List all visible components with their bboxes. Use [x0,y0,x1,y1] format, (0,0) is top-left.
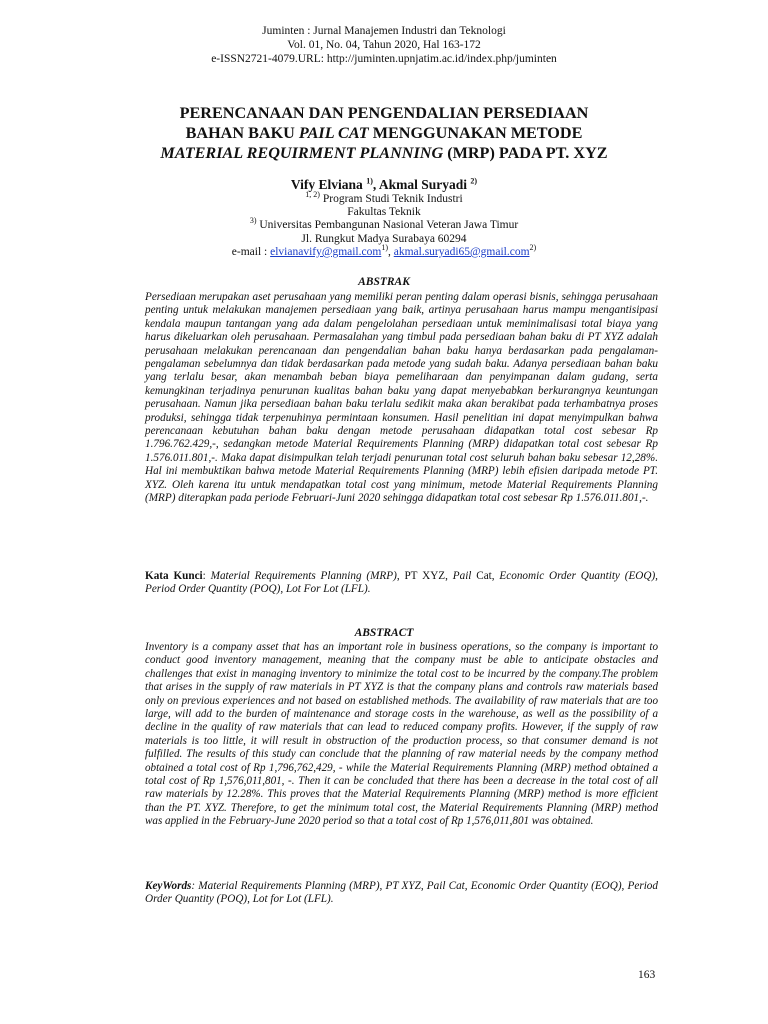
title-text: MENGGUNAKAN METODE [368,124,583,142]
title-line-3 [60,143,708,163]
email-sup: 2) [529,242,537,252]
page-number: 163 [638,969,656,981]
email-link-1[interactable]: elvianavify@gmail.com [270,245,382,258]
abstrak-heading: ABSTRAK [358,276,410,288]
author-emails [0,242,768,259]
kata-kunci-colon: : [202,570,211,582]
journal-volume: Vol. 01, No. 04, Tahun 2020, Hal 163-172 [287,39,481,51]
affiliation-program [0,190,768,206]
affiliation-sup: 3) [249,216,257,226]
email-sup: 1) [381,242,388,252]
title-italic: MATERIAL REQUIRMENT PLANNING [160,144,444,162]
author-name: Akmal Suryadi [378,177,468,192]
email-link-2[interactable]: akmal.suryadi65@gmail.com [393,245,530,258]
author-name: Vify Elviana [290,177,363,192]
keywords [145,880,658,907]
paper-title [60,103,708,163]
kata-kunci-text: Cat, [471,570,500,582]
abstrak-body: Persediaan merupakan aset perusahaan yang memiliki peran penting dalam operasi bisnis, sehingga perusahaan penting untuk melakukan manajemen persediaan yang baik, artinya perusahaan harus mampu mengantisipasi kendala maupun tantangan yang ada dalam pengelolahan persediaan untuk meminimalisasi total biaya yang harus dikeluarkan oleh perusahaan. Permasalahan yang timbul pada persediaan bahan baku di PT XYZ adalah perusahaan melakukan perencanaan dan pengendalian bahan baku hanya berdasarkan pada pengalaman-pengalaman sebelumnya dan tidak berdasarkan pada metode yang sudah baku. Adanya persediaan bahan baku yang terlalu besar, akan menambah beban biaya pemeliharaan dan penyimpanan dalam gudang, serta kemungkinan terjadinya penurunan kualitas bahan baku yang dapat menyebabkan berkurangnya keuntungan perusahaan. Namun jika persediaan bahan baku terlalu sedikit maka akan berakibat pada terhambatnya proses produksi, sehingga tidak terpenuhinya permintaan konsumen. Hasil penelitian ini dapat menyimpulkan bahwa perencanaan kebutuhan bahan baku dengan metode perusahaan didapatkan total cost sebesar Rp 1.796.762.429,-, sedangkan metode Material Requirements Planning (MRP) didapatkan total cost sebesar Rp 1.576.011.801,-. Maka dapat disimpulkan telah terjadi penurunan total cost seluruh bahan baku sebesar 12,28%. Hal ini membuktikan bahwa metode Material Requirements Planning (MRP) lebih efisien daripada metode PT. XYZ. Oleh karena itu untuk mendapatkan total cost yang minimum, metode Material Requirements Planning (MRP) diterapkan pada periode Februari-Juni 2020 sehingga didapatkan total cost sebesar Rp 1.576.011.801,-. [145,291,658,505]
affiliation-sup: 1, 2) [305,190,320,200]
author-sep: , [372,177,379,192]
kata-kunci-label: Kata Kunci [145,570,203,582]
author-block [0,176,768,259]
title-text: BAHAN BAKU [185,124,299,142]
title-line-2 [60,123,708,143]
title-text: (MRP) PADA PT. XYZ [443,144,608,162]
affiliation-text: Universitas Pembangunan Nasional Veteran Jawa Timur [256,219,519,232]
kata-kunci-text: Pail [452,570,472,582]
abstract-heading: ABSTRACT [354,627,414,639]
kata-kunci-text: Material Requirements Planning (MRP) [210,570,397,582]
email-prefix: e-mail : [231,245,271,258]
author-sup: 1) [366,176,373,186]
abstract-body: Inventory is a company asset that has an important role in business operations, so the company is important to conduct good inventory management, meaning that the company must be able to anticipate obstacles and challenges that exist in managing inventory to minimize the total cost to be incurred by the company.The problem that arises in the supply of raw materials in PT XYZ is that the company plans and controls raw materials based only on previous experiences and not based on established methods. The availability of raw materials that are too large, will add to the burden of maintenance and storage costs in the warehouse, as well as the possibility of a decline in the quality of raw materials that can lead to reduced company profits. However, if the supply of raw materials is too little, it will result in obstruction of the production process, so that consumer demand is not fulfilled. The results of this study can conclude that the planning of raw material needs by the company method obtained a total cost of Rp 1,796,762,429, - while the Material Requirements Planning (MRP) method obtained a total cost of Rp 1,576,011,801, -. Then it can be concluded that there has been a decrease in the total cost of all raw materials by 12.28%. This proves that the Material Requirements Planning (MRP) method is more efficient than the PT. XYZ. Therefore, to get the minimum total cost, the Material Requirements Planning (MRP) method was applied in the February-June 2020 period so that a total cost of Rp 1,576,011,801 was obtained. [145,641,658,828]
title-line-1: PERENCANAAN DAN PENGENDALIAN PERSEDIAAN [179,104,589,122]
kata-kunci [145,570,658,597]
affiliation-text: Program Studi Teknik Industri [319,193,463,205]
kata-kunci-text: Economic Order Quantity (EOQ), Period Order Quantity (POQ), Lot For Lot (LFL). [145,570,658,596]
journal-issn-url: e-ISSN2721-4079.URL: http://juminten.upnjatim.ac.id/index.php/juminten [211,53,557,65]
keywords-label: KeyWords [145,880,192,892]
author-sup: 2) [470,176,478,186]
email-sep: , [387,245,394,258]
author-names [0,176,768,193]
journal-header [0,24,768,66]
affiliation-university [0,216,768,232]
journal-name: Juminten : Jurnal Manajemen Industri dan Teknologi [262,25,506,37]
kata-kunci-text: , PT XYZ, [396,570,453,582]
affiliation-address: Jl. Rungkut Madya Surabaya 60294 [301,232,467,245]
affiliation-faculty: Fakultas Teknik [347,206,421,219]
title-italic: PAIL CAT [298,124,369,142]
keywords-text: : Material Requirements Planning (MRP), PT XYZ, Pail Cat, Economic Order Quantity (EOQ), Period Order Quantity (POQ), Lot for Lot (LFL). [145,880,658,906]
